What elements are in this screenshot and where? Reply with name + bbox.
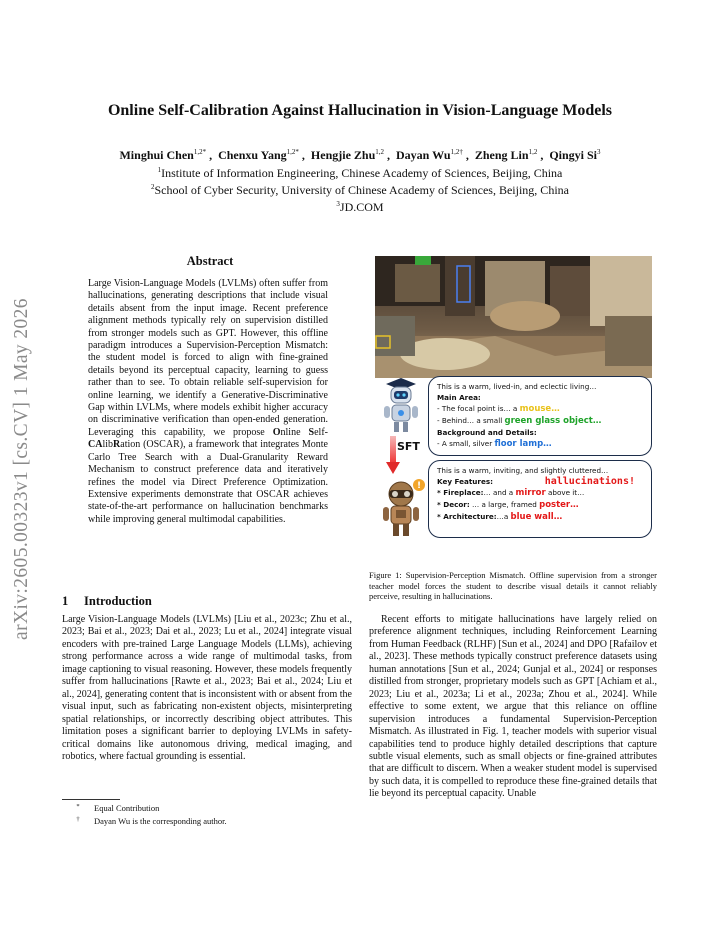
footnote-text: Equal Contribution <box>94 803 160 813</box>
section-number: 1 <box>62 594 69 608</box>
sft-label: SFT <box>397 440 420 453</box>
bubble-heading: Background and Details: <box>437 428 537 437</box>
bubble-line <box>437 499 643 511</box>
bubble-line <box>437 438 643 450</box>
acronym-letter: R <box>113 439 121 451</box>
abstract-heading: Abstract <box>186 254 234 268</box>
paper-title: Online Self-Calibration Against Hallucination in Vision-Language Models <box>107 102 613 119</box>
acronym-letter: S <box>308 426 315 438</box>
author-list: Minghui Chen$^{1,2*}$ , Chenxu Yang$^{1,2*}$ , Hengjie Zhu$^{1,2}$ , Dayan $Wu^{1,2\dagger}$ , Zheng Lin$^{1,2}$ , Qingyi Si$^3$ <box>119 148 601 162</box>
author-name: Chenxu Yang <box>218 148 287 162</box>
highlight-green-object: green glass object… <box>504 416 602 426</box>
bubble-text: above it… <box>545 488 585 497</box>
robot-student-icon <box>376 478 426 538</box>
bubble-line: This is a warm, inviting, and slightly cluttered… <box>437 466 609 475</box>
affiliation-text: School of Cyber Security, University of Chinese Academy of Sciences, Beijing, China <box>154 183 569 197</box>
author-sup: 1,2† <box>450 148 463 156</box>
intro-left-paragraph: Large Vision-Language Models (LVLMs) [Liu et al., 2023c; Zhu et al., 2023; Bai et al., 2023; Dai et al., 2023; Lu et al., 2024] integrate visual encoders with pre-trained Large Language Models (LLMs), achieving strong performance across a wide range of multimodal tasks, from image captioning to visual reasoning. However, these models frequently suffer from hallucinations [Rawte et al., 2023; Bai et al., 2024; Liu et al., 2024], generating content that is inconsistent with or absent from the visual input, such as fabricating non-existent objects, misinterpreting spatial relationships, or incorrectly describing object attributes. This limitation poses a significant barrier to deploying LVLMs in safety-critical domains like autonomous driving, medical imaging, and robotics, where factual grounding is essential. <box>62 614 352 762</box>
intro-right-paragraph: Recent efforts to mitigate hallucinations have largely relied on preference alignment techniques, including Reinforcement Learning from Human Feedback (RLHF) [Sun et al., 2024] and DPO [Rafailov et al., 2023]. These methods typically construct preference datasets using human annotations [Sun et al., 2024; Gunjal et al., 2024] or responses distilled from stronger, proprietary models such as GPT [Achiam et al., 2023; Liu et al., 2023a; Li et al., 2023a; Zhou et al., 2024]. While effective to some extent, we argue that this reliance on offline supervision introduces a fundamental Supervision-Perception Mismatch. As illustrated in Fig. 1, teacher models with superior visual capabilities tend to produce highly detailed descriptions that capture subtle visual elements, such as small objects or fine-grained attributes that are difficult to discern. When a weaker student model is supervised by such data, it is compelled to reproduce these fine-grained details that lie beyond its perceptual capacity. Unable <box>369 614 657 800</box>
highlight-floor-lamp: floor lamp… <box>494 439 552 449</box>
bubble-text: - Behind… a small <box>437 416 505 425</box>
teacher-response-bubble <box>428 376 652 456</box>
affiliation-sup: 2 <box>151 183 155 191</box>
bubble-line <box>437 487 643 499</box>
acronym-letter: O <box>272 426 281 438</box>
figure-caption: Figure 1: Supervision-Perception Mismatch. Offline supervision from a stronger teacher model forces the student to describe visual details it cannot reliably perceive, resulting in hallucinations. <box>369 570 657 601</box>
living-room-illustration <box>375 256 652 378</box>
affiliation-sup: 3 <box>336 200 340 208</box>
bubble-text: … a large, framed <box>469 500 540 509</box>
author-name: Hengjie Zhu <box>310 148 376 162</box>
arxiv-sidebar-id: arXiv:2605.00323v1 [cs.CV] 1 May 2026 <box>11 298 32 640</box>
acronym-letter: CA <box>88 439 103 451</box>
bubble-heading: Main Area: <box>437 393 481 402</box>
bubble-text: - A small, silver <box>437 439 495 448</box>
bubble-line <box>437 415 643 427</box>
affiliation-text: Institute of Information Engineering, Chinese Academy of Sciences, Beijing, China <box>161 166 563 180</box>
abstract-body <box>88 278 328 526</box>
student-response-bubble <box>428 460 652 538</box>
author-sup: 1,2* <box>286 148 299 156</box>
author-name: Minghui Chen <box>119 148 194 162</box>
svg-text:!: ! <box>416 481 422 491</box>
bubble-text: … and a <box>483 488 516 497</box>
bubble-key: * Fireplace: <box>437 488 484 497</box>
hallucinations-label: hallucinations! <box>544 476 635 487</box>
footnote <box>62 803 159 813</box>
acronym-rest: nline <box>280 426 309 438</box>
living-room-photo <box>375 256 652 378</box>
bubble-key: * Architecture: <box>437 512 497 521</box>
author-name: Qingyi Si <box>549 148 597 162</box>
affiliation <box>60 183 660 198</box>
bubble-key: * Decor: <box>437 500 470 509</box>
author-sup: 1,2 <box>375 148 385 156</box>
affiliation-sup: 1 <box>157 166 162 174</box>
highlight-blue-wall: blue wall… <box>510 512 563 522</box>
bubble-heading: Key Features: <box>437 477 493 486</box>
bubble-line <box>437 403 643 415</box>
bubble-line <box>437 511 643 523</box>
affiliation <box>60 200 660 215</box>
footnote-mark: † <box>76 816 80 823</box>
acronym-rest: ation (OSCAR) <box>120 439 184 451</box>
author-name: Dayan Wu <box>396 148 451 162</box>
section-heading <box>62 594 152 609</box>
author-name: Zheng Lin <box>474 148 529 162</box>
affiliation <box>60 166 660 181</box>
abstract-text: , a framework that integrates Monte Carlo Tree Search with a Dual-Granularity Reward Mechanism to construct preference data and iteratively refines the model via Direct Preference Optimization. Extensive experiments demonstrate that OSCAR achieves state-of-the-art performance on hallucination benchmarks while improving general multimodal capabilities. <box>88 439 328 525</box>
section-title: Introduction <box>84 594 152 608</box>
acronym-rest: elf- <box>314 426 328 438</box>
abstract-text: Large Vision-Language Models (LVLMs) often suffer from hallucinations, generating descriptions that include visual details absent from the input image. Recent preference alignment methods typically rely on supervision distilled from stronger models such as GPT. However, this offline paradigm introduces a Supervision-Perception Mismatch: the student model is forced to align with fine-grained details beyond its perceptual capacity, learning to guess rather than to see. To obtain reliable self-supervision for online learning, we identify a Generative-Discriminative Gap within LVLMs, where models exhibit higher accuracy on discriminative verification than open-ended generation. Leveraging this capability, we propose <box>88 278 328 438</box>
robot-teacher-icon <box>378 376 424 436</box>
highlight-mirror: mirror <box>515 488 546 498</box>
bubble-text: …a <box>496 512 511 521</box>
author-sup: 3 <box>597 148 601 156</box>
footnote <box>62 816 227 826</box>
affiliation-text: JD.COM <box>339 200 384 214</box>
bubble-line: This is a warm, lived-in, and eclectic living… <box>437 382 597 391</box>
highlight-mouse: mouse… <box>519 404 560 414</box>
bubble-line <box>437 476 643 487</box>
acronym-rest: lib <box>102 439 114 451</box>
author-sup: 1,2 <box>528 148 538 156</box>
footnote-mark: * <box>76 803 80 810</box>
author-sup: 1,2* <box>193 148 207 156</box>
highlight-poster: poster… <box>539 500 579 510</box>
footnote-text: Dayan Wu is the corresponding author. <box>94 816 227 826</box>
bubble-text: - The focal point is… a <box>437 404 520 413</box>
footnote-rule <box>62 799 120 800</box>
